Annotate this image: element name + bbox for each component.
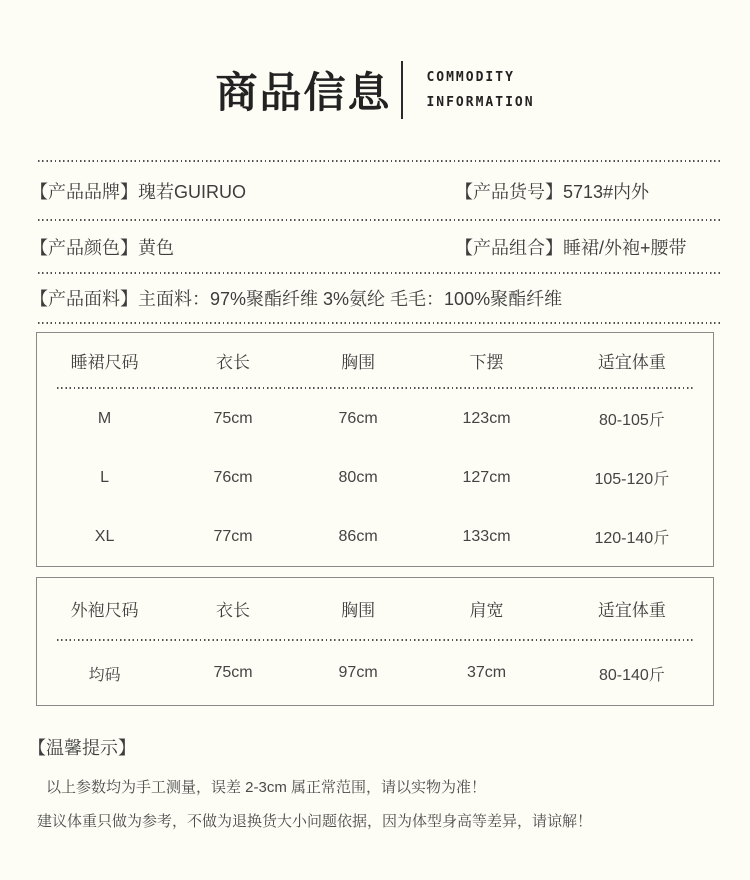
table-row bbox=[37, 448, 713, 507]
product-brand bbox=[30, 178, 246, 204]
page-subtitle bbox=[426, 65, 534, 115]
subtitle-line-2: INFORMATION bbox=[426, 95, 535, 110]
table-cell: 120-140斤 bbox=[594, 530, 670, 547]
product-sku-label: 【产品货号】 bbox=[455, 181, 563, 202]
header-vertical-divider bbox=[401, 61, 403, 119]
table-header-cell: 适宜体重 bbox=[597, 352, 666, 372]
product-brand-label: 【产品品牌】 bbox=[30, 181, 138, 202]
table-cell: 75cm bbox=[213, 664, 253, 681]
product-combo-label: 【产品组合】 bbox=[455, 237, 563, 258]
product-color-label: 【产品颜色】 bbox=[30, 237, 138, 258]
product-combo-value: 睡裙/外袍+腰带 bbox=[563, 237, 687, 258]
table-header-cell: 下摆 bbox=[469, 352, 504, 372]
table-header-cell: 睡裙尺码 bbox=[70, 352, 139, 372]
table-cell: 均码 bbox=[88, 666, 121, 684]
table-cell: 127cm bbox=[462, 468, 511, 486]
table-cell: 80-105斤 bbox=[598, 412, 665, 429]
product-color bbox=[30, 234, 174, 260]
table-cell: 105-120斤 bbox=[594, 471, 670, 488]
table-cell: 86cm bbox=[338, 527, 378, 545]
spacer bbox=[0, 567, 750, 577]
product-brand-value: 瑰若GUIRUO bbox=[138, 181, 246, 202]
table-cell: 80cm bbox=[338, 468, 378, 486]
warm-tips-title: 【温馨提示】 bbox=[28, 738, 136, 758]
table-cell: M bbox=[97, 409, 112, 427]
dress-size-table bbox=[36, 332, 714, 567]
table-header-cell: 适宜体重 bbox=[597, 601, 666, 620]
robe-table-header-row bbox=[37, 578, 713, 639]
table-header-cell: 衣长 bbox=[216, 352, 251, 372]
table-cell: 123cm bbox=[462, 409, 511, 427]
table-cell: 76cm bbox=[338, 409, 378, 427]
table-row bbox=[37, 641, 713, 705]
table-header-cell: 外袍尺码 bbox=[70, 601, 139, 620]
product-fabric-label: 【产品面料】 bbox=[30, 289, 138, 309]
info-row-brand-sku bbox=[0, 162, 750, 219]
table-cell: 75cm bbox=[213, 409, 253, 427]
warm-tips-section bbox=[0, 734, 750, 828]
table-cell: 97cm bbox=[338, 664, 378, 681]
table-cell: 77cm bbox=[213, 527, 253, 545]
table-cell: 76cm bbox=[213, 468, 253, 486]
table-cell: XL bbox=[94, 527, 115, 545]
table-header-cell: 衣长 bbox=[216, 601, 251, 620]
info-row-color-combo bbox=[0, 221, 750, 272]
table-row bbox=[37, 389, 713, 448]
spacer bbox=[0, 324, 750, 332]
table-header-cell: 胸围 bbox=[341, 352, 376, 372]
product-fabric-value: 主面料：97%聚酯纤维 3%氨纶 毛毛：100%聚酯纤维 bbox=[138, 289, 563, 309]
page-header bbox=[0, 0, 750, 160]
table-header-cell: 肩宽 bbox=[469, 601, 504, 620]
product-sku-value: 5713#内外 bbox=[563, 181, 650, 202]
page-title: 商品信息 bbox=[215, 69, 392, 116]
robe-size-table bbox=[36, 577, 714, 706]
table-cell: 133cm bbox=[462, 527, 511, 545]
product-fabric bbox=[30, 285, 562, 311]
subtitle-line-1: COMMODITY bbox=[426, 70, 515, 85]
dress-table-header-row bbox=[37, 333, 713, 387]
table-row bbox=[37, 507, 713, 566]
table-cell: 37cm bbox=[466, 664, 507, 681]
product-color-value: 黄色 bbox=[138, 237, 174, 258]
warm-tips-line-2: 建议体重只做为参考，不做为退换货大小问题依据，因为体型身高等差异，请谅解！ bbox=[37, 813, 593, 830]
info-row-fabric bbox=[0, 274, 750, 322]
table-cell: L bbox=[100, 468, 110, 486]
table-header-cell: 胸围 bbox=[341, 601, 376, 620]
warm-tips-line-1: 以上参数均为手工测量，误差 2-3cm 属正常范围，请以实物为准！ bbox=[46, 779, 487, 796]
table-cell: 80-140斤 bbox=[598, 666, 665, 684]
product-sku bbox=[455, 178, 649, 204]
product-combo bbox=[455, 234, 687, 260]
